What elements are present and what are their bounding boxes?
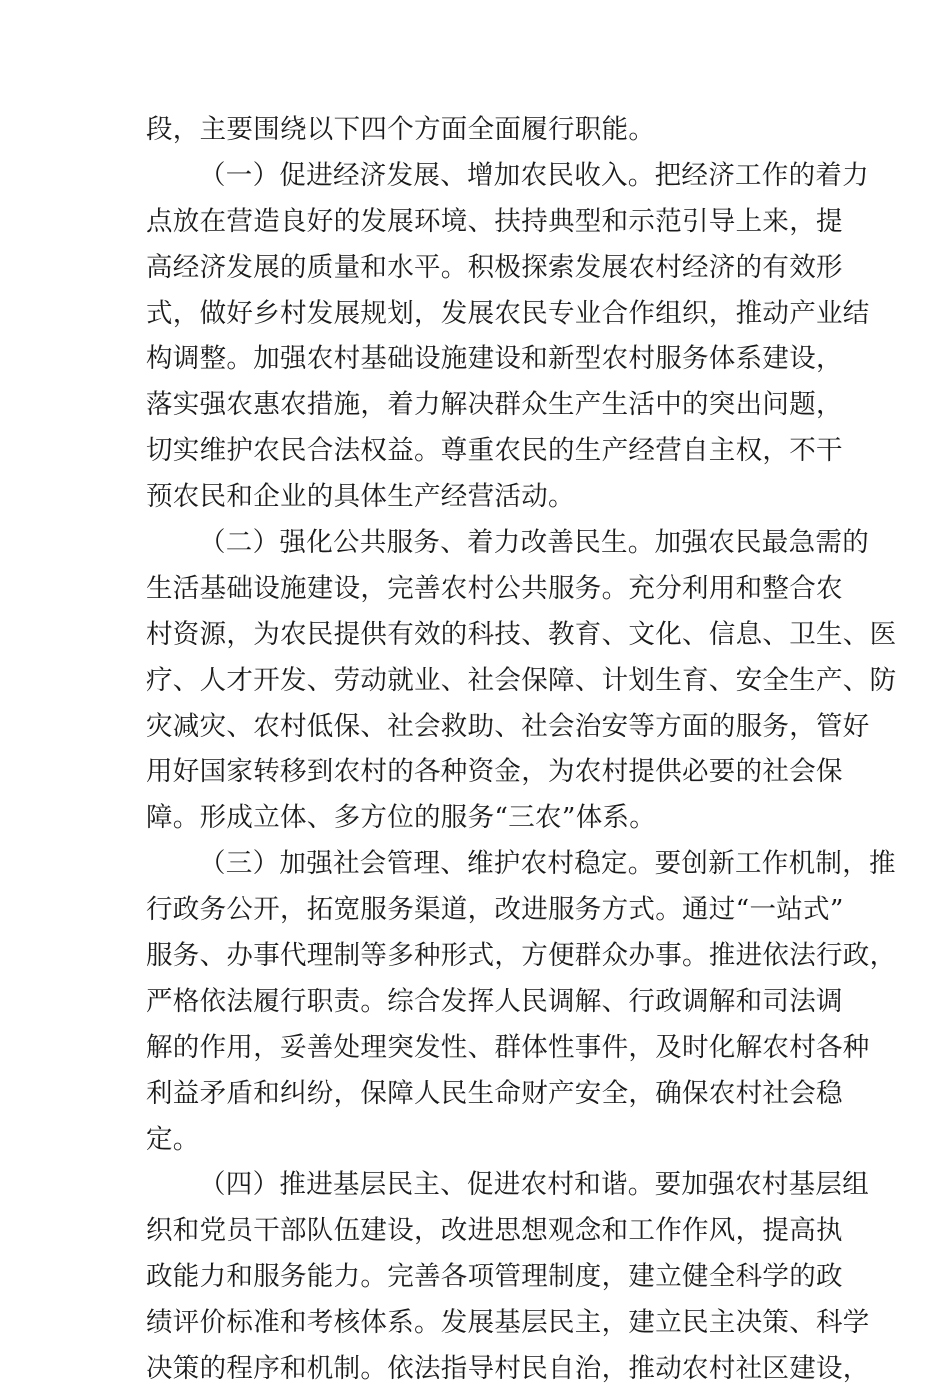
text-line: 切实维护农民合法权益。尊重农民的生产经营自主权，不干	[146, 435, 843, 467]
text-line: 用好国家转移到农村的各种资金，为农村提供必要的社会保	[146, 756, 843, 788]
text-line: 生活基础设施建设，完善农村公共服务。充分利用和整合农	[146, 572, 843, 604]
text-line: 构调整。加强农村基础设施建设和新型农村服务体系建设，	[146, 343, 843, 375]
text-line: 严格依法履行职责。综合发挥人民调解、行政调解和司法调	[146, 985, 843, 1017]
text-line: 解的作用，妥善处理突发性、群体性事件，及时化解农村各种	[146, 1031, 870, 1063]
text-line: 段，主要围绕以下四个方面全面履行职能。	[146, 114, 656, 145]
text-line: 点放在营造良好的发展环境、扶持典型和示范引导上来，提	[146, 205, 843, 237]
text-line: 织和党员干部队伍建设，改进思想观念和工作作风，提高执	[146, 1215, 843, 1247]
text-line: 式，做好乡村发展规划，发展农民专业合作组织，推动产业结	[146, 297, 870, 329]
text-line: （一）促进经济发展、增加农民收入。把经济工作的着力	[199, 159, 869, 191]
text-line: 障。形成立体、多方位的服务“三农”体系。	[146, 802, 657, 834]
text-line: 定。	[146, 1123, 200, 1155]
text-line: 落实强农惠农措施，着力解决群众生产生活中的突出问题，	[146, 389, 843, 421]
text-line: 服务、办事代理制等多种形式，方便群众办事。推进依法行政，	[146, 940, 897, 972]
text-line: 政能力和服务能力。完善各项管理制度，建立健全科学的政	[146, 1261, 843, 1293]
text-line: （三）加强社会管理、维护农村稳定。要创新工作机制，推	[199, 848, 896, 880]
text-line: （四）推进基层民主、促进农村和谐。要加强农村基层组	[199, 1169, 869, 1201]
text-line: 利益矛盾和纠纷，保障人民生命财产安全，确保农村社会稳	[146, 1077, 843, 1109]
text-line: 村资源，为农民提供有效的科技、教育、文化、信息、卫生、医	[146, 618, 897, 650]
text-line: 预农民和企业的具体生产经营活动。	[146, 481, 575, 513]
text-line: 绩评价标准和考核体系。发展基层民主，建立民主决策、科学	[146, 1307, 870, 1339]
body-text	[146, 107, 897, 1392]
text-line: （二）强化公共服务、着力改善民生。加强农民最急需的	[199, 527, 869, 559]
text-line: 高经济发展的质量和水平。积极探索发展农村经济的有效形	[146, 251, 843, 283]
text-line: 疗、人才开发、劳动就业、社会保障、计划生育、安全生产、防	[146, 664, 897, 696]
text-line: 行政务公开，拓宽服务渠道，改进服务方式。通过“一站式”	[146, 894, 844, 926]
text-line: 灾减灾、农村低保、社会救助、社会治安等方面的服务，管好	[146, 710, 870, 742]
text-line: 决策的程序和机制。依法指导村民自治，推动农村社区建设，	[146, 1353, 870, 1385]
